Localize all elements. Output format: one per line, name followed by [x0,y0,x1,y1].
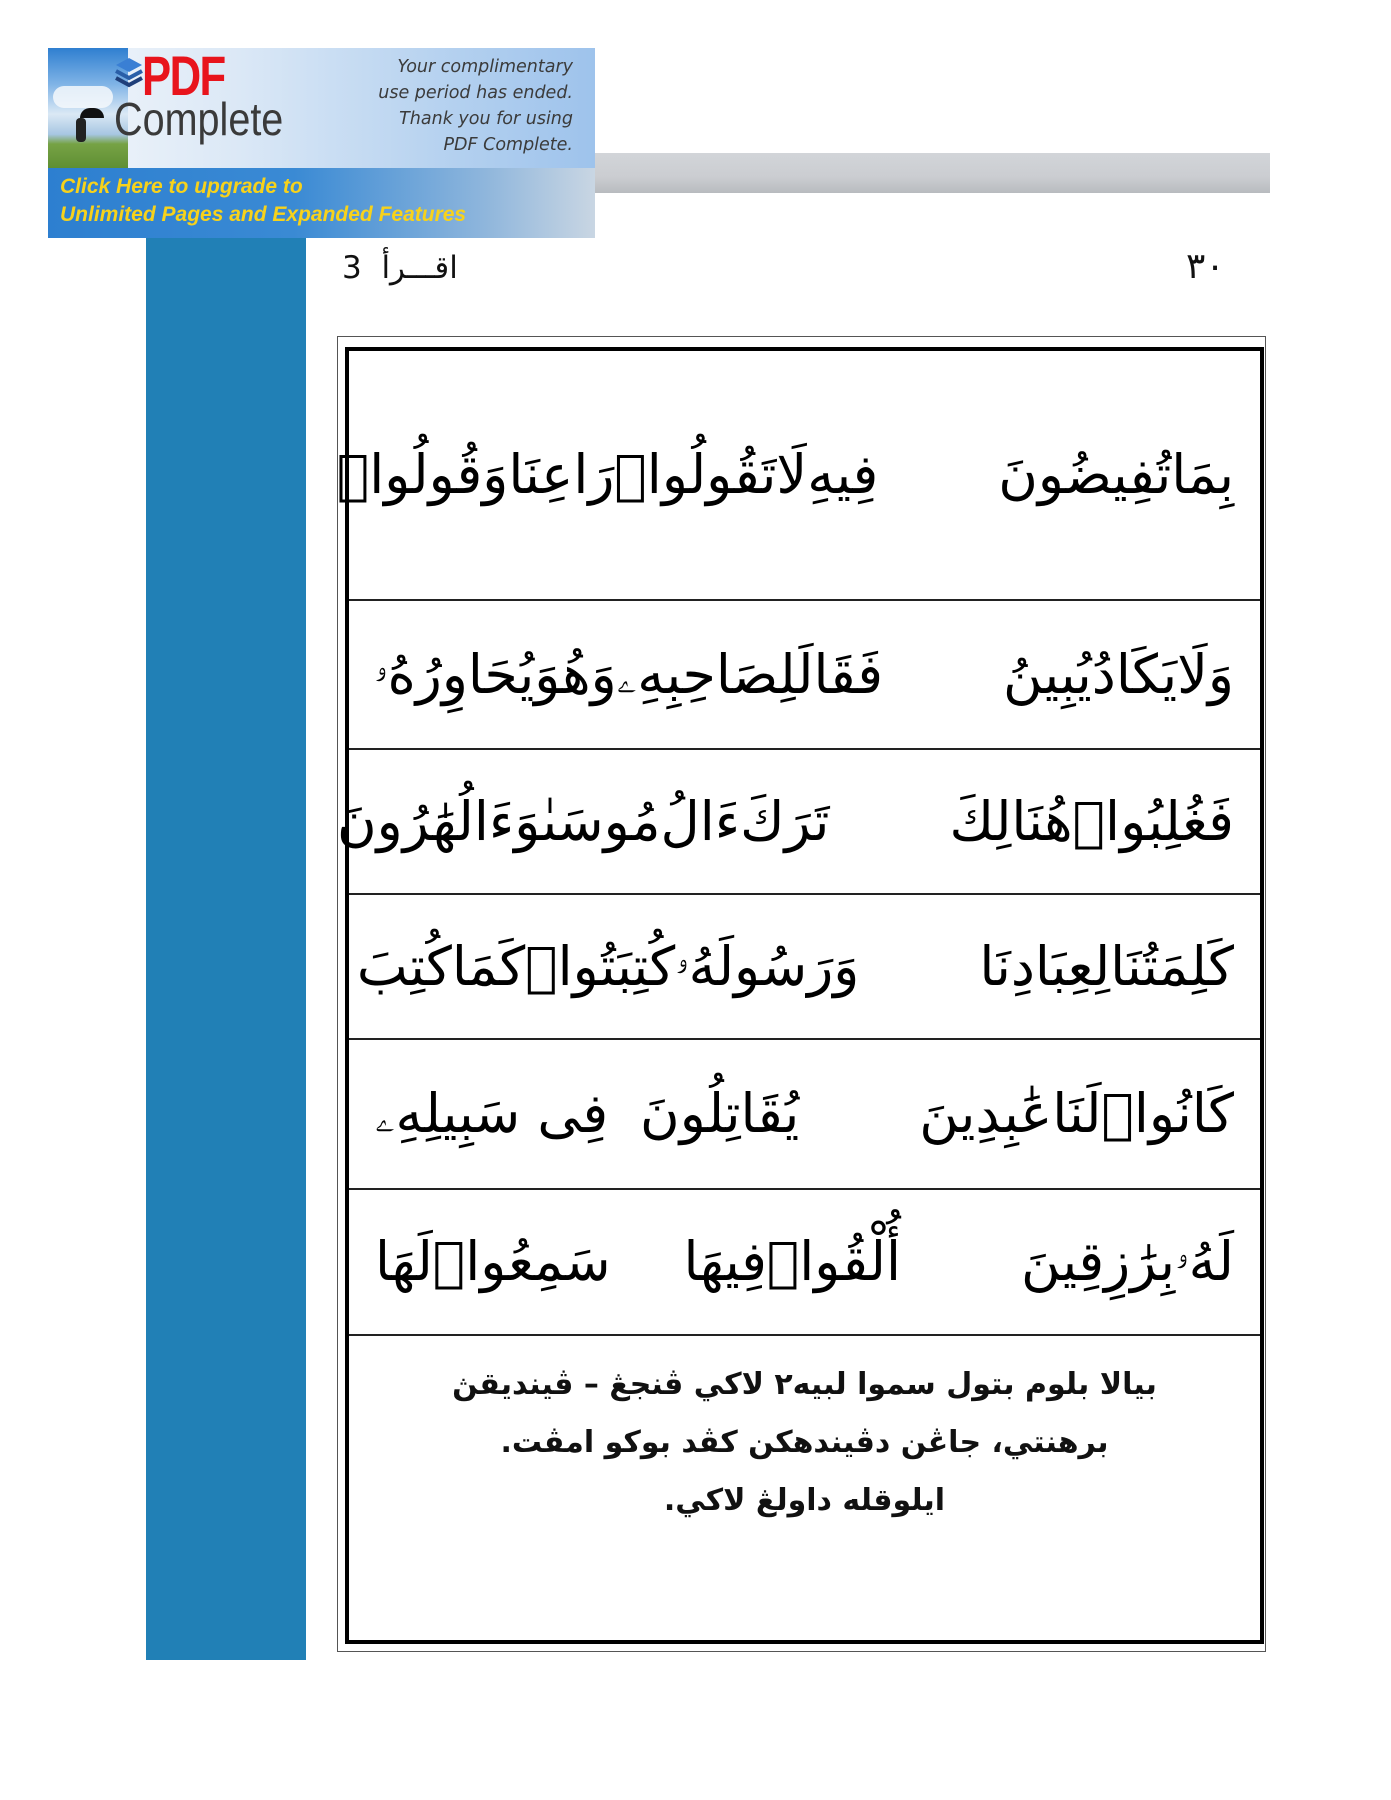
trial-message-line: Thank you for using [399,109,573,129]
row-word: فِيهِ [807,443,879,506]
reading-frame [336,347,1264,1644]
person-icon [76,118,86,142]
row-word: أُلْقُوا۟فِيهَا [683,1230,901,1293]
layers-icon [114,56,144,92]
row-word: مُوسَىٰوَءَالُهَٰرُونَ [336,789,661,853]
row-word: كُتِبَتُوا۟كَمَاكُتِبَ [356,934,676,998]
upgrade-banner[interactable] [48,48,595,238]
row-word: وَلَايَكَادُيُبِينُ [1003,642,1234,706]
banner-cta-strip[interactable] [48,168,595,238]
logo-pdf-text: PDF [142,48,225,107]
upgrade-link[interactable] [60,173,466,229]
trial-message-line: Your complimentary [397,57,573,77]
page-number: ٣٠ [1186,246,1225,287]
reading-row [336,750,1260,895]
row-word: وَهُوَيُحَاوِرُهُۥ [373,642,617,706]
logo-complete-text: Complete [114,93,284,145]
viewer-sidebar [146,238,306,1660]
row-word: وَرَسُولَهُۥ [675,934,860,998]
trial-ended-message [313,54,573,158]
cloud-shape [53,86,113,108]
reading-row [349,601,1260,750]
reading-row [336,351,1260,601]
instruction-line: برهنتي، جاڠن دڤيندهكن كڤد بوكو امڤت. [500,1425,1109,1460]
instruction-line: ايلوقله داولڠ لاكي. [663,1483,946,1518]
upgrade-link-line[interactable]: Click Here to upgrade to [60,175,303,198]
row-word: تَرَكَءَالُ [660,789,830,853]
row-word: بِمَاتُفِيضُونَ [998,443,1234,506]
viewer-toolbar [595,153,1270,193]
row-word: كَانُوا۟لَنَاعَٰبِدِينَ [919,1082,1234,1145]
reading-instructions [349,1356,1260,1530]
trial-message-line: PDF Complete. [443,135,573,155]
page-header-label: 3 اقـــرأ [342,250,458,286]
row-word: لَهُۥبِرَٰزِقِينَ [1020,1230,1234,1293]
row-word: كَلِمَتُنَالِعِبَادِنَا [979,934,1234,998]
upgrade-link-line[interactable]: Unlimited Pages and Expanded Features [60,203,467,226]
row-word: يُقَاتِلُونَ [640,1082,800,1145]
instruction-line: بيالا بلوم بتول سموا لبيه٢ لاكي ڤنجڠ – ڤينديقڽ [452,1367,1157,1402]
row-word: فَقَالَلِصَاحِبِهِۦ [616,642,884,706]
umbrella-icon [80,108,104,118]
row-word: لَاتَقُولُوا۟رَاعِنَاوَقُولُوا۟ [336,443,808,506]
reading-row [349,1190,1260,1336]
row-word: فِى سَبِيلِهِۦ [375,1082,609,1145]
row-word: فَغُلِبُوا۟هُنَالِكَ [949,789,1234,853]
reading-row [349,895,1260,1040]
banner-header [48,48,595,168]
trial-message-line: use period has ended. [378,83,573,103]
reading-row [349,1040,1260,1190]
row-word: سَمِعُوا۟لَهَا [375,1230,611,1293]
